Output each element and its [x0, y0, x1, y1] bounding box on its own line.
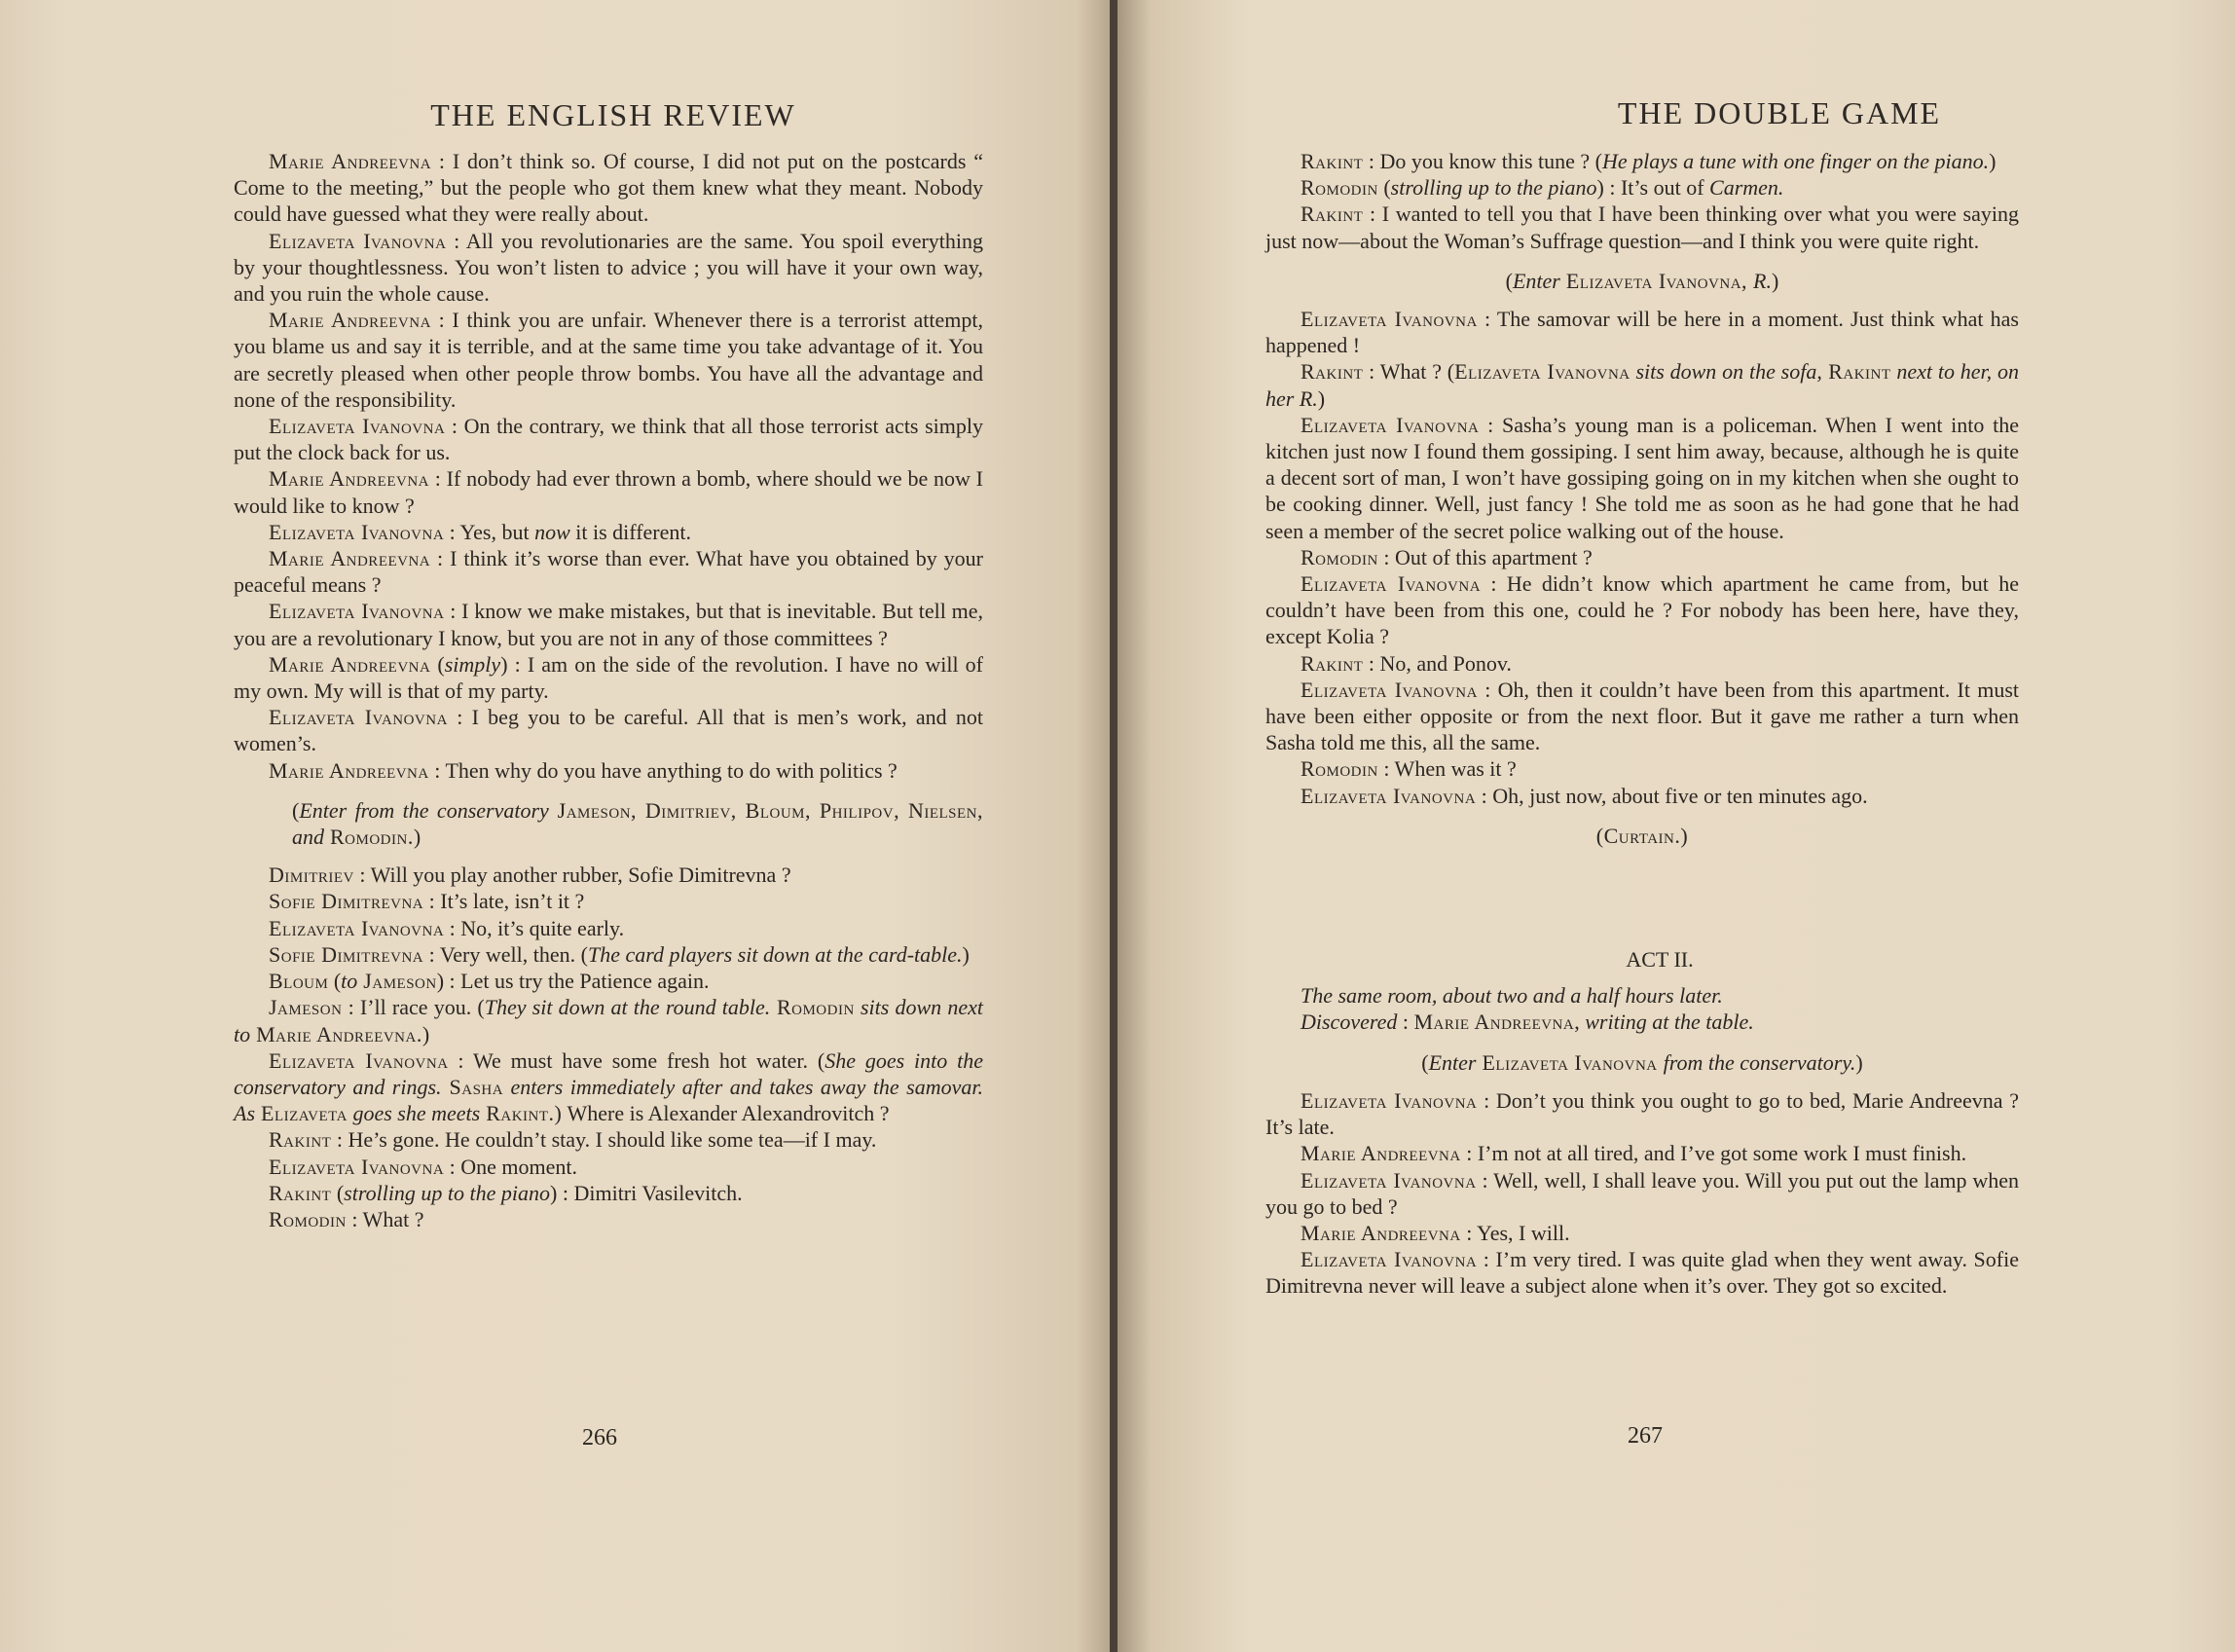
speech: : Don’t you think you ought to go to bed, Marie Andreevna ? It’s late.: [1265, 1087, 2019, 1140]
dialogue-line: [1265, 650, 2019, 677]
speaker: Elizaveta Ivanovna: [1301, 412, 1480, 437]
stage-direction: R.: [1753, 268, 1772, 293]
speaker-list: Jameson, Dimitriev, Bloum, Philipov, Nielsen,: [548, 797, 983, 823]
speaker: Romodin: [269, 1206, 347, 1231]
speaker: Elizaveta Ivanovna: [1301, 1247, 1478, 1272]
dialogue-line: [1265, 544, 2019, 570]
dialogue-line: [1265, 570, 2019, 650]
stage-direction: strolling up to the piano: [344, 1180, 551, 1205]
emphasis: now: [534, 519, 570, 544]
speech: : Sasha’s young man is a policeman. When I went into the kitchen just now I found them gossiping. I sent him away, because, although he is quite a decent sort of man, I won’t have gossiping going on in my kitchen when she ought to be cooking dinner. Well, just fancy ! She told me as soon as he had gone that he had seen a member of the secret police walking out of the house.: [1265, 412, 2020, 543]
stage-direction: simply: [444, 651, 501, 677]
speech: ) : Dimitri Vasilevitch.: [550, 1180, 743, 1205]
speech: : One moment.: [444, 1154, 578, 1179]
speech: ): [962, 941, 970, 967]
speech: ): [1317, 385, 1326, 411]
paren: ): [1772, 268, 1779, 293]
stage-direction-block: [1265, 268, 2019, 294]
dialogue-line: [234, 148, 983, 228]
stage-direction: strolling up to the piano: [1390, 175, 1597, 201]
running-header: THE ENGLISH REVIEW: [430, 97, 796, 132]
speaker: Elizaveta Ivanovna: [1301, 307, 1478, 332]
dialogue-line: [234, 465, 983, 518]
scene-discovered: [1265, 1009, 2019, 1035]
speaker: Marie Andreevna: [1413, 1010, 1575, 1035]
speaker: Rakint: [1301, 359, 1364, 385]
speech: :: [1397, 1010, 1414, 1035]
speech: : Yes, but: [444, 519, 535, 544]
scene-setting: The same room, about two and a half hours later.: [1301, 983, 1723, 1009]
stage-direction: Enter: [1512, 268, 1560, 293]
curtain: (Curtain.): [1595, 823, 1689, 848]
speaker: Rakint: [1301, 202, 1364, 227]
stage-direction: and: [292, 825, 324, 850]
page-text: [1265, 148, 2019, 1300]
stage-direction: They sit down at the round table.: [484, 995, 771, 1020]
speech: : I think you are unfair. Whenever there is a terrorist attempt, you blame us and say it is terrible, and at the same time you take advantage of it. You are secretly pleased when other people throw bombs. You have all the advantage and none of the responsibility.: [234, 308, 983, 412]
speaker: Sofie Dimitrevna: [269, 889, 424, 914]
speaker: Elizaveta Ivanovna: [1301, 1167, 1477, 1193]
dialogue-line: [234, 519, 983, 545]
dialogue-line: [1265, 1220, 2019, 1246]
speaker: Marie Andreevna: [269, 651, 431, 677]
act-heading: ACT II.: [1626, 947, 1694, 973]
speech: : I don’t think so. Of course, I did not put on the postcards “ Come to the meeting,” but the people who got them knew what they meant. Nobody could have guessed what they were really about.: [234, 149, 983, 227]
speaker: Marie Andreevna: [269, 149, 432, 173]
stage-direction: Discovered: [1301, 1010, 1398, 1035]
emphasis: Carmen.: [1709, 175, 1784, 201]
dialogue-line: [1265, 306, 2019, 358]
dialogue-line: [1265, 148, 2019, 174]
speech: : I’ll race you. (: [342, 995, 485, 1020]
speech: : What ?: [346, 1206, 424, 1231]
speech: ) : I am on the side of the revolution. I have no will of my own. My will is that of my party.: [234, 651, 983, 704]
dialogue-line: [1265, 1140, 2019, 1166]
dialogue-line: [1265, 1087, 2019, 1140]
stage-direction: The card players sit down at the card-table.: [587, 941, 963, 967]
speech: (: [430, 651, 445, 677]
dialogue-line: [1265, 412, 2019, 544]
speaker: Marie Andreevna.): [250, 1021, 430, 1046]
speech: : The samovar will be here in a moment. Just think what has happened !: [1265, 307, 2019, 358]
speaker: Romodin: [1301, 544, 1378, 569]
speaker: Marie Andreevna: [1301, 1220, 1461, 1245]
dialogue-line: [234, 1047, 983, 1127]
speaker: Elizaveta Ivanovna: [269, 519, 445, 544]
dialogue-line: [1265, 1167, 2019, 1220]
speech: : I know we make mistakes, but that is inevitable. But tell me, you are a revolutionary I know, but you are not in any of those committees ?: [234, 599, 983, 650]
speech: (: [1377, 175, 1391, 201]
dialogue-line: [234, 862, 983, 888]
speech: ) : Let us try the Patience again.: [436, 969, 710, 994]
speaker: Marie Andreevna: [269, 546, 431, 571]
dialogue-line: [234, 968, 983, 994]
dialogue-line: [1265, 677, 2019, 756]
speech: : I’m very tired. I was quite glad when they went away. Sofie Dimitrevna never will leave a subject alone when it’s over. They got so excited.: [1265, 1247, 2019, 1299]
dialogue-line: [234, 704, 983, 756]
speech: : I beg you to be careful. All that is men’s work, and not women’s.: [234, 705, 983, 756]
left-page: [0, 0, 1110, 1652]
paren: (: [292, 797, 300, 823]
dialogue-line: [234, 651, 983, 704]
act-spacer: [1265, 861, 2019, 946]
speaker: Rakint.): [480, 1101, 563, 1126]
speaker: Elizaveta Ivanovna: [1301, 1087, 1478, 1113]
dialogue-line: [234, 228, 983, 308]
dialogue-line: [234, 413, 983, 465]
speech: : No, it’s quite early.: [444, 915, 625, 940]
speech: ) : It’s out of: [1596, 175, 1710, 201]
speech: : I wanted to tell you that I have been thinking over what you were saying just now—about the Woman’s Suffrage question—and I think you were quite right.: [1265, 202, 2019, 253]
speech: (: [331, 1180, 345, 1205]
dialogue-line: [234, 941, 983, 968]
dialogue-line: [1265, 783, 2019, 809]
dialogue-line: [234, 1206, 983, 1232]
speaker: Romodin: [770, 995, 855, 1020]
dialogue-line: [1265, 755, 2019, 782]
speech: : Then why do you have anything to do with politics ?: [428, 757, 898, 783]
speech: : On the contrary, we think that all those terrorist acts simply put the clock back for us.: [234, 414, 984, 465]
stage-direction: She goes into the conservatory and rings.: [234, 1047, 983, 1099]
speaker: Rakint: [1301, 149, 1364, 173]
speaker: Elizaveta Ivanovna: [1454, 359, 1630, 385]
dialogue-line: [234, 307, 983, 413]
speech: : All you revolutionaries are the same. You spoil everything by your thoughtlessness. You won’t listen to advice ; you will have it your own way, and you ruin the whole cause.: [234, 228, 984, 307]
paren: (: [1421, 1049, 1429, 1075]
speech: : Will you play another rubber, Sofie Dimitrevna ?: [353, 863, 791, 888]
speech: : I think it’s worse than ever. What have you obtained by your peaceful means ?: [234, 546, 983, 598]
speech: : Well, well, I shall leave you. Will you put out the lamp when you go to bed ?: [1265, 1167, 2019, 1219]
speaker: Elizaveta Ivanovna: [269, 1154, 445, 1179]
speaker: Elizaveta Ivanovna,: [1559, 268, 1754, 293]
speaker: Bloum: [269, 969, 329, 994]
speaker: Rakint: [269, 1127, 332, 1153]
speaker: Marie Andreevna: [269, 466, 429, 492]
speaker: Marie Andreevna: [269, 308, 431, 333]
speech: ): [1989, 149, 1997, 173]
speaker: Rakint: [1821, 359, 1891, 385]
speech: : Oh, just now, about five or ten minutes ago.: [1476, 783, 1868, 808]
dialogue-line: [234, 757, 983, 784]
stage-direction: sits down next to: [234, 995, 983, 1046]
dialogue-line: [234, 598, 983, 650]
stage-direction-block: [1265, 1049, 2019, 1076]
dialogue-line: [1265, 358, 2019, 411]
dialogue-line: [234, 915, 983, 941]
running-header: THE DOUBLE GAME: [1617, 95, 1942, 130]
stage-direction: Enter from the conservatory: [299, 797, 549, 823]
stage-direction-block: [234, 797, 983, 850]
speech: : Out of this apartment ?: [1377, 544, 1593, 569]
speech: (: [328, 969, 342, 994]
stage-direction: sits down on the sofa,: [1630, 359, 1822, 385]
speaker: Romodin: [1301, 175, 1378, 201]
speaker: Marie Andreevna: [1301, 1141, 1461, 1166]
speaker: Elizaveta Ivanovna: [269, 228, 447, 253]
dialogue-line: [234, 1180, 983, 1206]
stage-direction: from the conservatory.: [1663, 1049, 1856, 1075]
speaker: Elizaveta Ivanovna: [269, 1047, 449, 1073]
speech: : I’m not at all tired, and I’ve got some work I must finish.: [1460, 1141, 1967, 1166]
speaker: Sofie Dimitrevna: [269, 941, 424, 967]
speech: : Do you know this tune ? (: [1363, 149, 1602, 173]
speaker: Elizaveta: [255, 1101, 348, 1126]
speaker: Elizaveta Ivanovna: [269, 915, 445, 940]
speech: Where is Alexander Alexandrovitch ?: [562, 1101, 890, 1126]
speech: : What ? (: [1363, 359, 1455, 385]
speaker: Marie Andreevna: [269, 757, 429, 783]
speaker-list: Romodin.): [324, 825, 421, 850]
stage-direction: Enter: [1428, 1049, 1477, 1075]
speech: ,: [1574, 1010, 1586, 1035]
speech: : Very well, then. (: [423, 941, 588, 967]
speaker: Elizaveta Ivanovna: [1301, 571, 1482, 597]
speech: : No, and Ponov.: [1363, 650, 1512, 676]
speaker: Elizaveta Ivanovna: [1476, 1049, 1664, 1075]
page-number: 267: [1628, 1423, 1663, 1449]
stage-direction: goes she meets: [347, 1101, 481, 1126]
page-text: [234, 148, 983, 1232]
speaker: Elizaveta Ivanovna: [269, 599, 445, 624]
speech: : It’s late, isn’t it ?: [423, 889, 585, 914]
speaker: Jameson: [357, 969, 437, 994]
speech: : He didn’t know which apartment he came from, but he couldn’t have been from this one, could he ? For nobody has been here, have they, except Kolia ?: [1265, 571, 2019, 649]
dialogue-line: [234, 888, 983, 914]
speaker: Sasha: [441, 1074, 504, 1099]
stage-direction: to: [341, 969, 358, 994]
dialogue-line: [234, 1126, 983, 1153]
paren: ): [1855, 1049, 1863, 1075]
stage-direction: He plays a tune with one finger on the piano.: [1602, 149, 1990, 173]
dialogue-line: [1265, 174, 2019, 201]
speaker: Elizaveta Ivanovna: [1301, 677, 1478, 702]
speech: : Oh, then it couldn’t have been from this apartment. It must have been either opposite or from the next floor. But it gave me rather a turn when Sasha told me this, all the same.: [1265, 677, 2019, 755]
paren: (: [1505, 268, 1513, 293]
right-page: [1118, 0, 2235, 1652]
speaker: Elizaveta Ivanovna: [1301, 783, 1477, 808]
speaker: Dimitriev: [269, 863, 354, 888]
speech: : We must have some fresh hot water. (: [448, 1047, 825, 1073]
dialogue-line: [1265, 201, 2019, 253]
speaker: Jameson: [269, 995, 343, 1020]
speech: : If nobody had ever thrown a bomb, where should we be now I would like to know ?: [234, 466, 983, 518]
stage-direction: next to her, on her R.: [1265, 359, 2019, 411]
speech: it is different.: [569, 519, 692, 544]
dialogue-line: [1265, 1246, 2019, 1299]
stage-direction: enters immediately after and takes away the samovar. As: [234, 1074, 983, 1126]
speaker: Elizaveta Ivanovna: [269, 414, 446, 439]
speaker: Elizaveta Ivanovna: [269, 705, 448, 730]
speech: : When was it ?: [1377, 756, 1517, 782]
speech: : Yes, I will.: [1460, 1220, 1570, 1245]
book-gutter: [1110, 0, 1118, 1652]
dialogue-line: [234, 1154, 983, 1180]
dialogue-line: [234, 994, 983, 1046]
speech: : He’s gone. He couldn’t stay. I should like some tea—if I may.: [331, 1127, 877, 1153]
speaker: Rakint: [1301, 650, 1364, 676]
dialogue-line: [234, 545, 983, 598]
stage-direction: writing at the table.: [1585, 1010, 1754, 1035]
speaker: Romodin: [1301, 756, 1378, 782]
page-number: 266: [582, 1425, 617, 1450]
speaker: Rakint: [269, 1180, 332, 1205]
